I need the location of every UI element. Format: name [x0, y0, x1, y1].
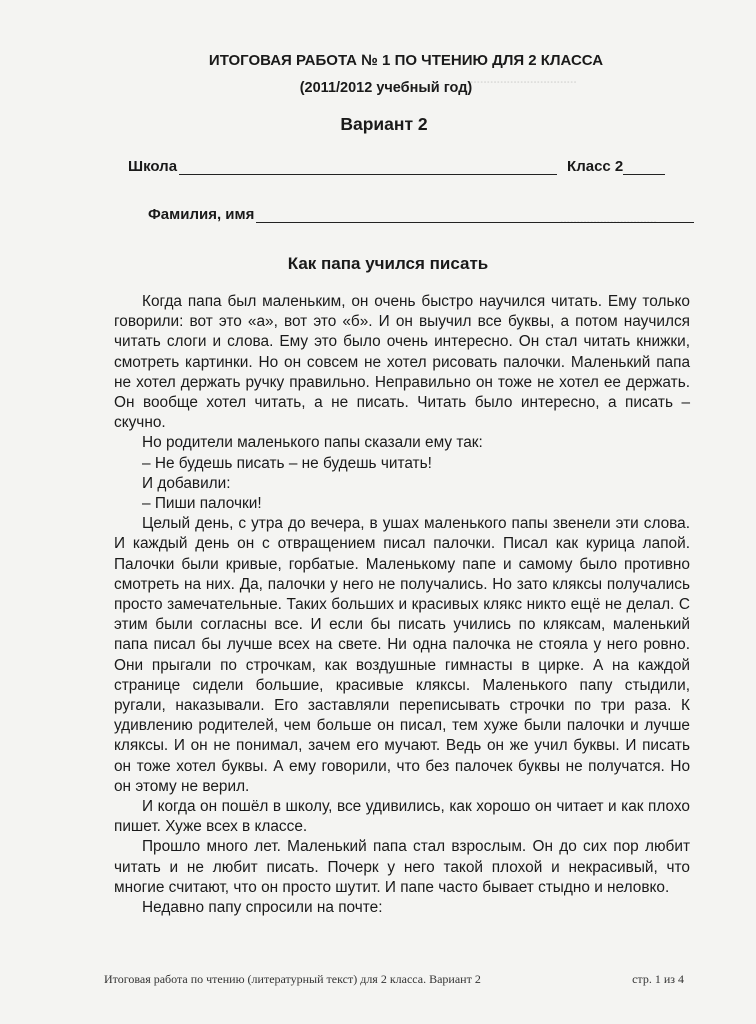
footer-description: Итоговая работа по чтению (литературный текст) для 2 класса. Вариант 2: [104, 972, 481, 986]
school-year: (2011/2012 учебный год): [299, 80, 473, 96]
story-title: Как папа учился писать: [287, 254, 489, 273]
class-input-line[interactable]: [623, 159, 665, 175]
school-input-line[interactable]: [179, 159, 557, 175]
page-number: стр. 1 из 4: [632, 972, 684, 986]
variant-label: Вариант 2: [340, 114, 428, 134]
school-field-row: [128, 158, 665, 175]
story-paragraph: Прошло много лет. Маленький папа стал взрослым. Он до сих пор любит читать и не любит писать. Почерк у него такой плохой и некрасивый, что многие считают, что он просто шутит. И папе часто бывает стыдно и неловко.: [114, 838, 690, 896]
story-paragraph: Целый день, с утра до вечера, в ушах маленького папы звенели эти слова. И каждый день он с отвращением писал палочки. Писал как курица лапой. Палочки были кривые, горбатые. Маленькому папе и самому было противно смотреть на них. Да, палочки у него не получались. Но зато кляксы получались просто замечательные. Таких больших и красивых клякс никто ещё не делал. С этим были согласны все. И если бы писать учились по кляксам, маленький папа писал бы лучше всех на свете. Ни одна палочка не стояла у него ровно. Они прыгали по строчкам, как воздушные гимнасты в цирке. А на каждой странице сидели большие, красивые кляксы. Маленького папу стыдили, ругали, наказывали. Его заставляли переписывать строчки по три раза. К удивлению родителей, чем больше он писал, тем хуже были палочки и лучше кляксы. И он не понимал, зачем его мучают. Ведь он же учил буквы. И писать он тоже хотел буквы. А ему говорили, что без палочек буквы не получатся. Но он этому не верил.: [114, 515, 690, 795]
story-dialog-line: – Не будешь писать – не будешь читать!: [142, 454, 432, 472]
story-dialog-line: – Пиши палочки!: [142, 495, 262, 513]
document-title: ИТОГОВАЯ РАБОТА № 1 ПО ЧТЕНИЮ ДЛЯ 2 КЛАССА: [208, 52, 604, 69]
story-paragraph: Недавно папу спросили на почте:: [142, 899, 383, 917]
story-paragraph: Когда папа был маленьким, он очень быстро научился читать. Ему только говорили: вот это «а», вот это «б». И он выучил все буквы, а потом научился читать слоги и слова. Ему это было очень интересно. Он стал читать книжки, смотреть картинки. Но он совсем не хотел рисовать палочки. Маленький папа не хотел держать ручку правильно. Неправильно он тоже не хотел ее держать. Он вообще хотел читать, а не писать. Читать было интересно, а писать – скучно.: [114, 293, 690, 432]
class-label: Класс 2: [567, 158, 624, 175]
story-paragraph: Но родители маленького папы сказали ему так:: [142, 434, 483, 452]
story-body: [114, 292, 690, 918]
page-footer: [104, 972, 684, 987]
name-label: Фамилия, имя: [148, 206, 255, 223]
story-paragraph: И когда он пошёл в школу, все удивились, как хорошо он читает и как плохо пишет. Хуже всех в классе.: [114, 798, 690, 836]
school-label: Школа: [128, 158, 178, 175]
name-field-row: [148, 206, 694, 223]
name-input-line[interactable]: [256, 207, 694, 223]
story-paragraph: И добавили:: [142, 474, 231, 492]
document-page: ................................ ............................. ИТОГОВАЯ РАБОТА № 1 ПО ЧТЕНИЮ ДЛЯ 2 КЛАССА (2011/2012 учебный год) Вариант 2 Школа Класс 2 Фамилия, имя Как папа учился писать Когда папа был маленьким, он очень быстро научился читать. Ему только говорили: вот это «а», вот это «б». И он выучил все буквы, а потом научился читать слоги и слова. Ему это было очень интересно. Он стал читать книжки, смотреть картинки. Но он совсем не хотел рисовать палочки. Маленький папа не хотел держать ручку правильно. Неправильно он тоже не хотел ее держать. Он вообще хотел читать, а не писать. Читать было интересно, а писать – скучно. Но родители маленького папы сказали ему так: – Не будешь писать – не будешь читать! И добавили: – Пиши палочки! Целый день, с утра до вечера, в ушах маленького папы звенели эти слова. И каждый день он с отвращением писал палочки. Писал как курица лапой. Палочки были кривые, горбатые. Маленькому папе и самому было противно смотреть на них. Да, палочки у него не получались. Но зато кляксы получались просто замечательные. Таких больших и красивых клякс никто ещё не делал. С этим были согласны все. И если бы писать учились по кляксам, маленький папа писал бы лучше всех на свете. Ни одна палочка не стояла у него ровно. Они прыгали по строчкам, как воздушные гимнасты в цирке. А на каждой странице сидели большие, красивые кляксы. Маленького папу стыдили, ругали, наказывали. Его заставляли переписывать строчки по три раза. К удивлению родителей, чем больше он писал, тем хуже были палочки и лучше кляксы. И он не понимал, зачем его мучают. Ведь он же учил буквы. И писать он тоже хотел буквы. А ему говорили, что без палочек буквы не получатся. Но он этому не верил. И когда он пошёл в школу, все удивились, как хорошо он читает и как плохо пишет. Хуже всех в классе. Прошло много лет. Маленький папа стал взрослым. Он до сих пор любит читать и не любит писать. Почерк у него такой плохой и некрасивый, что многие считают, что он просто шутит. И папе часто бывает стыдно и неловко. Недавно папу спросили на почте: Итоговая работа по чтению (литературный текст) для 2 класса. Вариант 2 стр. 1 из 4: [0, 0, 756, 1024]
